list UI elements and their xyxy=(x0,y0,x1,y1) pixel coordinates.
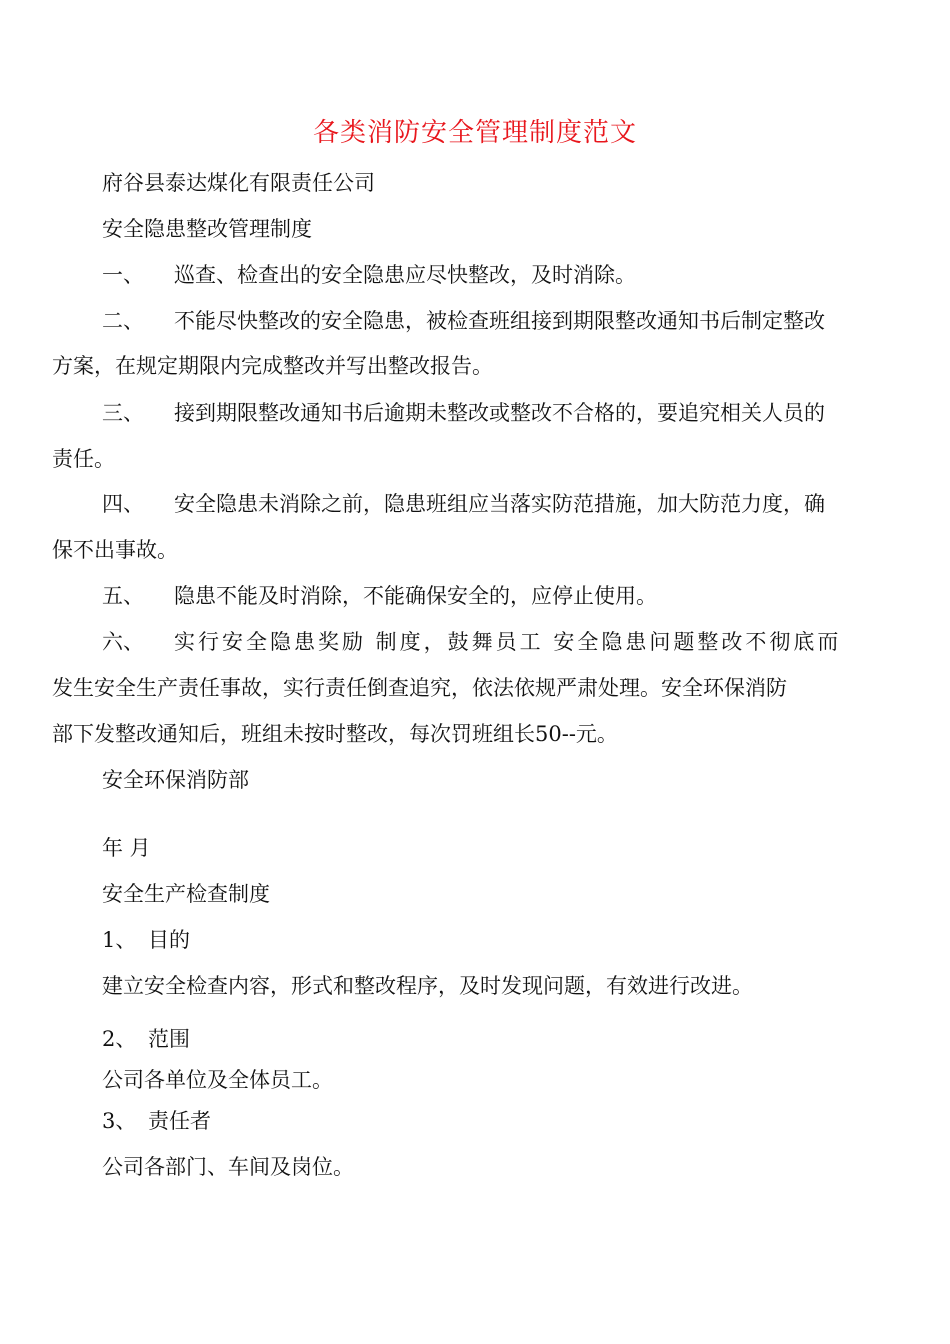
list-item xyxy=(102,260,636,290)
list-item xyxy=(102,489,825,519)
sub-heading xyxy=(102,1106,211,1136)
section-title: 安全隐患整改管理制度 xyxy=(102,217,312,241)
item-text: 不能尽快整改的安全隐患，被检查班组接到期限整改通知书后制定整改 xyxy=(174,309,825,333)
item-continuation: 部下发整改通知后，班组未按时整改，每次罚班组长50--元。 xyxy=(52,722,618,746)
department-name: 安全环保消防部 xyxy=(102,768,249,792)
sub-text: 责任者 xyxy=(148,1109,211,1133)
item-continuation: 责任。 xyxy=(52,447,115,471)
item-text: 隐患不能及时消除，不能确保安全的，应停止使用。 xyxy=(174,584,657,608)
sub-heading xyxy=(102,1024,190,1054)
sub-number: 3、 xyxy=(102,1109,137,1133)
date-line: 年 月 xyxy=(102,836,151,860)
list-item xyxy=(102,627,841,657)
list-item xyxy=(102,398,825,428)
sub-body: 公司各单位及全体员工。 xyxy=(102,1068,333,1092)
item-text: 实行安全隐患奖励 制度，鼓舞员工 安全隐患问题整改不彻底而 xyxy=(174,630,842,654)
item-number: 二、 xyxy=(102,309,144,333)
document-title: 各类消防安全管理制度范文 xyxy=(312,118,637,148)
item-text: 巡查、检查出的安全隐患应尽快整改，及时消除。 xyxy=(174,263,636,287)
item-text: 接到期限整改通知书后逾期未整改或整改不合格的，要追究相关人员的 xyxy=(174,401,825,425)
list-item xyxy=(102,581,657,611)
sub-text: 范围 xyxy=(148,1027,190,1051)
item-number: 四、 xyxy=(102,492,144,516)
item-number: 一、 xyxy=(102,263,144,287)
item-continuation: 发生安全生产责任事故，实行责任倒查追究，依法依规严肃处理。安全环保消防 xyxy=(52,676,787,700)
item-continuation: 方案，在规定期限内完成整改并写出整改报告。 xyxy=(52,354,493,378)
sub-number: 2、 xyxy=(102,1027,137,1051)
section-title: 安全生产检查制度 xyxy=(102,882,270,906)
sub-body: 建立安全检查内容，形式和整改程序，及时发现问题，有效进行改进。 xyxy=(102,974,753,998)
sub-heading xyxy=(102,925,190,955)
list-item xyxy=(102,306,825,336)
company-name: 府谷县泰达煤化有限责任公司 xyxy=(102,171,375,195)
item-number: 六、 xyxy=(102,630,144,654)
item-text: 安全隐患未消除之前，隐患班组应当落实防范措施，加大防范力度，确 xyxy=(174,492,825,516)
item-number: 五、 xyxy=(102,584,144,608)
item-number: 三、 xyxy=(102,401,144,425)
sub-number: 1、 xyxy=(102,928,137,952)
sub-text: 目的 xyxy=(148,928,190,952)
item-continuation: 保不出事故。 xyxy=(52,538,178,562)
sub-body: 公司各部门、车间及岗位。 xyxy=(102,1155,354,1179)
